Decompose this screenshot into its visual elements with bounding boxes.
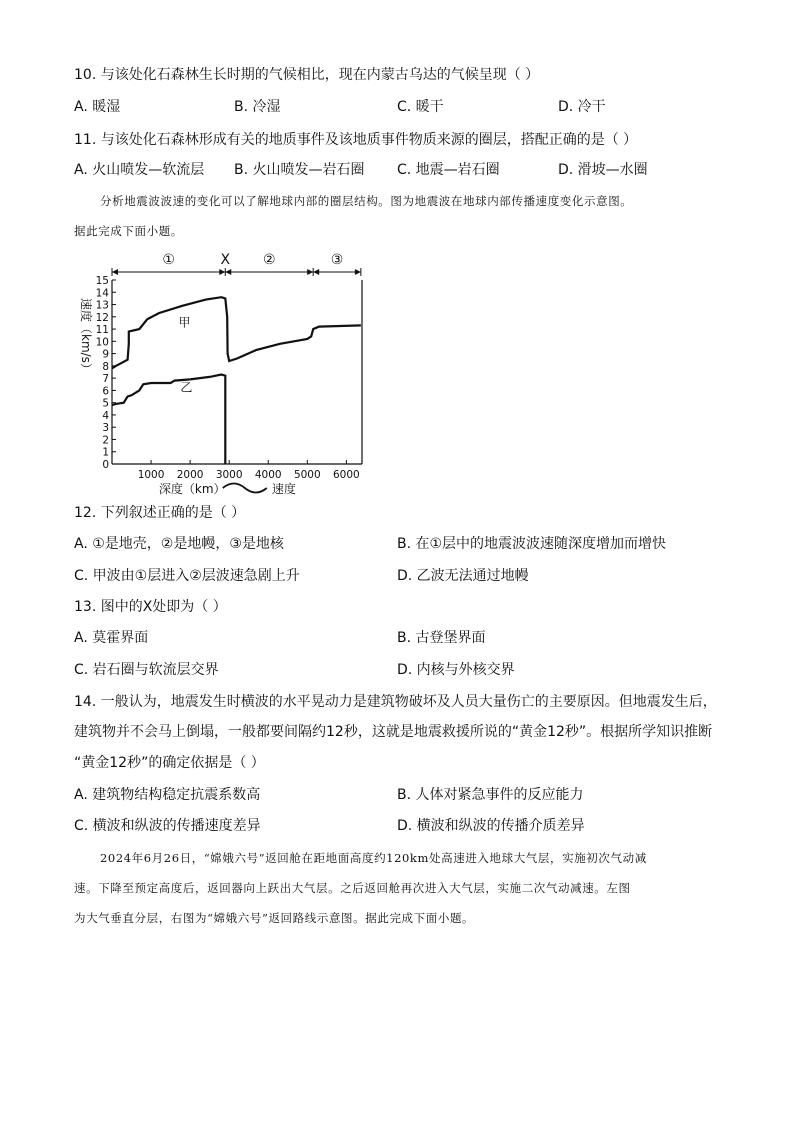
x-tick-label: 3000 [215,469,243,481]
y-tick-label: 10 [95,336,109,349]
layer-arrowhead [313,269,319,275]
y-tick-label: 14 [95,287,109,300]
x-tick-label: 4000 [254,469,282,481]
return-intro-line-2: 速。下降至预定高度后，返回器向上跃出大气层。之后返回舱再次进入大气层，实施二次气动减速。左图 [74,881,631,895]
y-tick-label: 1 [102,446,109,459]
layer-label: X [220,252,231,268]
y-tick-label: 2 [102,434,109,447]
q10-option-a: A. 暖湿 [74,99,121,115]
y-tick-label: 8 [102,360,109,373]
y-tick-label: 11 [95,324,109,337]
y-tick-label: 9 [102,348,109,361]
q12-option-a: A. ①是地壳，②是地幔，③是地核 [74,536,284,552]
y-tick-label: 0 [102,459,109,471]
question-10-stem: 10. 与该处化石森林生长时期的气候相比，现在内蒙古乌达的气候呈现（ ） [74,67,540,83]
question-12-stem: 12. 下列叙述正确的是（ ） [74,505,246,521]
x-tick-label: 1000 [137,469,165,481]
y-tick-label: 13 [95,299,109,312]
x-tick-label: 5000 [293,469,321,481]
seismic-intro-line-2: 据此完成下面小题。 [74,224,183,238]
layer-arrowhead [307,269,313,275]
q11-option-a: A. 火山喷发—软流层 [74,162,205,178]
series-yi-label: 乙 [180,380,193,395]
y-tick-label: 5 [102,397,109,410]
legend-speed-label: 速度 [271,482,296,496]
legend-wave-symbol [223,484,267,493]
x-tick-label: 6000 [333,469,360,481]
y-tick-label: 12 [95,311,109,324]
x-tick-label: 2000 [176,469,204,481]
q13-option-c: C. 岩石圈与软流层交界 [74,662,219,678]
question-11-stem: 11. 与该处化石森林形成有关的地质事件及该地质事件物质来源的圈层，搭配正确的是（ ） [74,132,638,148]
y-tick-label: 7 [102,373,109,386]
q13-option-b: B. 古登堡界面 [397,630,486,646]
layer-arrowhead [225,269,231,275]
question-14-stem-line-2: 建筑物并不会马上倒塌，一般都要间隔约12秒，这就是地震救援所说的“黄金12秒”。根据所学知识推断 [74,724,713,740]
layer-label: ① [162,252,175,268]
q10-option-b: B. 冷湿 [234,99,281,115]
question-13-stem: 13. 图中的X处即为（ ） [74,599,227,615]
question-14-stem-line-3: “黄金12秒”的确定依据是（ ） [74,755,265,771]
layer-label: ③ [330,252,344,268]
layer-label: ② [262,252,276,268]
q14-option-b: B. 人体对紧急事件的反应能力 [397,787,584,803]
q12-option-b: B. 在①层中的地震波波速随深度增加而增快 [397,536,667,552]
y-axis-label: 速度（km/s） [79,298,93,375]
x-axis-label: 深度（km） [158,482,226,496]
y-tick-label: 3 [102,422,109,435]
y-tick-label: 15 [95,275,109,287]
layer-arrowhead [355,269,361,275]
series-yi-curve [112,375,225,465]
seismic-wave-chart [70,248,380,496]
q11-option-c: C. 地震—岩石圈 [397,162,500,178]
series-jia-curve [112,297,361,368]
q12-option-d: D. 乙波无法通过地幔 [397,568,529,584]
layer-arrowhead [219,269,225,275]
series-jia-label: 甲 [178,315,191,330]
q11-option-d: D. 滑坡—水圈 [558,162,648,178]
q11-option-b: B. 火山喷发—岩石圈 [234,162,365,178]
question-14-stem-line-1: 14. 一般认为，地震发生时横波的水平晃动力是建筑物破坏及人员大量伤亡的主要原因。但地震发生后， [74,694,717,710]
layer-arrowhead [112,269,118,275]
return-intro-line-3: 为大气垂直分层，右图为“嫦娥六号”返回路线示意图。据此完成下面小题。 [74,911,475,925]
q10-option-d: D. 冷干 [558,99,606,115]
q10-option-c: C. 暖干 [397,99,444,115]
y-tick-label: 4 [102,409,109,422]
seismic-intro-line-1: 分析地震波波速的变化可以了解地球内部的圈层结构。图为地震波在地球内部传播速度变化示意图。 [100,194,633,208]
q13-option-a: A. 莫霍界面 [74,630,149,646]
y-tick-label: 6 [102,385,109,398]
q12-option-c: C. 甲波由①层进入②层波速急剧上升 [74,568,300,584]
q14-option-a: A. 建筑物结构稳定抗震系数高 [74,787,261,803]
q13-option-d: D. 内核与外核交界 [397,662,515,678]
return-intro-line-1: 2024年6月26日，“嫦娥六号”返回舱在距地面高度约120km处高速进入地球大气层，实施初次气动减 [100,851,647,865]
q14-option-c: C. 横波和纵波的传播速度差异 [74,818,261,834]
q14-option-d: D. 横波和纵波的传播介质差异 [397,818,585,834]
